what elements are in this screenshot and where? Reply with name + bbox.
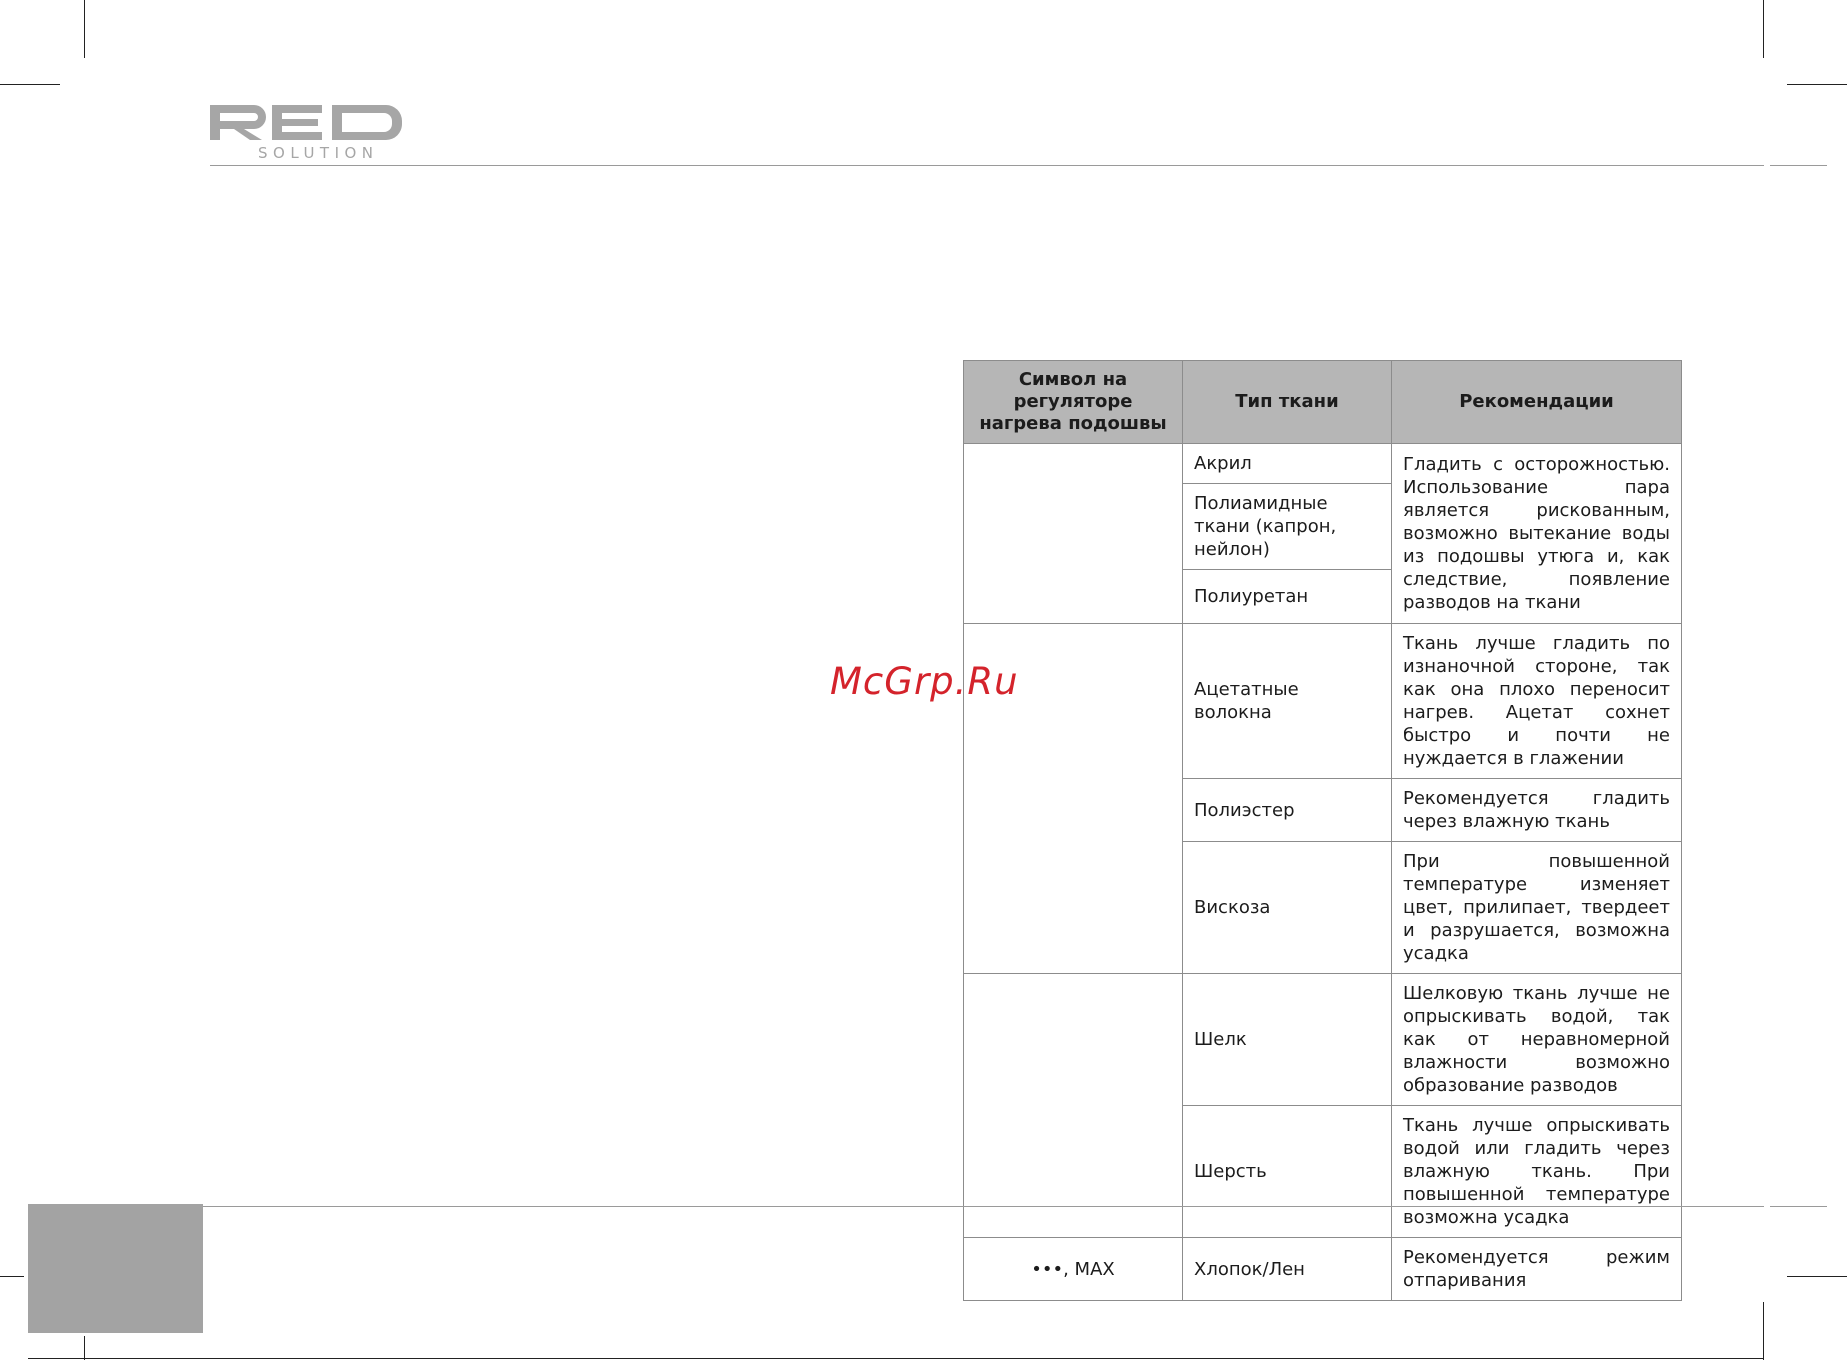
header-fabric: Тип ткани xyxy=(1183,361,1392,444)
crop-mark xyxy=(1763,1302,1764,1360)
recommendation-cell: Ткань лучше опрыскивать водой или гладить через влажную ткань. При повышенной температуре возможна усадка xyxy=(1392,1106,1682,1238)
header-rule-margin xyxy=(1770,165,1827,166)
fabric-table xyxy=(963,360,1682,1301)
table-row xyxy=(964,624,1682,779)
table-row xyxy=(964,974,1682,1106)
recommendation-cell: Рекомендуется гладить через влажную ткань xyxy=(1392,779,1682,842)
fabric-cell: Шерсть xyxy=(1183,1106,1392,1238)
table-header-row xyxy=(964,361,1682,444)
bottom-rule xyxy=(28,1358,1764,1359)
header-recommendation: Рекомендации xyxy=(1392,361,1682,444)
symbol-cell xyxy=(964,974,1183,1238)
crop-mark xyxy=(1763,0,1764,58)
red-solution-logo-icon xyxy=(210,100,410,162)
fabric-cell: Полиамидные ткани (капрон, нейлон) xyxy=(1183,484,1392,570)
svg-text:SOLUTION: SOLUTION xyxy=(258,144,379,162)
crop-mark xyxy=(84,1336,85,1360)
symbol-cell: •••, MAX xyxy=(964,1238,1183,1301)
crop-mark xyxy=(0,84,60,85)
header-symbol: Символ на регуляторе нагрева подошвы xyxy=(964,361,1183,444)
fabric-cell: Полиэстер xyxy=(1183,779,1392,842)
table-row xyxy=(964,1238,1682,1301)
brand-logo xyxy=(210,100,410,162)
fabric-cell: Хлопок/Лен xyxy=(1183,1238,1392,1301)
header-rule xyxy=(210,165,1764,166)
recommendation-cell: Шелковую ткань лучше не опрыскивать водой, так как от неравномерной влажности возможно образование разводов xyxy=(1392,974,1682,1106)
symbol-cell xyxy=(964,444,1183,624)
crop-mark xyxy=(84,0,85,58)
recommendation-cell: При повышенной температуре изменяет цвет, прилипает, твердеет и разрушается, возможна усадка xyxy=(1392,842,1682,974)
footer-rule-margin xyxy=(1770,1206,1827,1207)
fabric-cell: Шелк xyxy=(1183,974,1392,1106)
page-number-box xyxy=(28,1204,203,1333)
recommendation-cell: Гладить с осторожностью. Использование пара является рискованным, возможно вытекание воды из подошвы утюга и, как следствие, появление разводов на ткани xyxy=(1392,444,1682,624)
fabric-cell: Акрил xyxy=(1183,444,1392,484)
fabric-cell: Ацетатные волокна xyxy=(1183,624,1392,779)
recommendation-cell: Рекомендуется режим отпаривания xyxy=(1392,1238,1682,1301)
crop-mark xyxy=(1787,84,1847,85)
watermark: McGrp.Ru xyxy=(830,660,1019,703)
crop-mark xyxy=(0,1276,24,1277)
recommendation-cell: Ткань лучше гладить по изнаночной стороне, так как она плохо переносит нагрев. Ацетат сохнет быстро и почти не нуждается в глажении xyxy=(1392,624,1682,779)
table-row xyxy=(964,444,1682,484)
crop-mark xyxy=(1787,1276,1847,1277)
fabric-cell: Полиуретан xyxy=(1183,570,1392,624)
symbol-cell xyxy=(964,624,1183,974)
footer-rule xyxy=(28,1206,1764,1207)
fabric-cell: Вискоза xyxy=(1183,842,1392,974)
